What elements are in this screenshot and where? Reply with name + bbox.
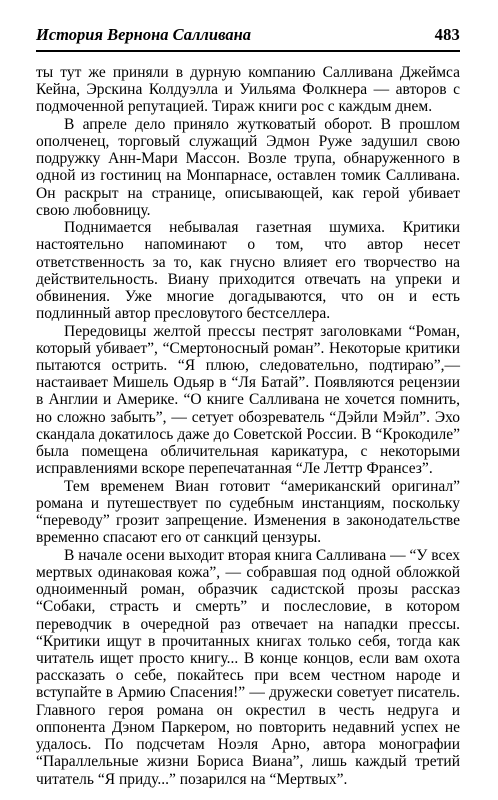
paragraph: Поднимается небывалая газетная шумиха. Критики настоятельно напоминают о том, что автор несет ответственность за то, как гнусно влияет его творчество на действительность. Виану приходится отвечать на упреки и обвинения. Уже многие догадываются, что он и есть подлинный автор пресловутого бестселлера. — [36, 219, 460, 323]
body-text — [36, 64, 460, 788]
paragraph: В апреле дело приняло жутковатый оборот. В прошлом ополченец, торговый служащий Эдмон Руже задушил свою подружку Анн-Мари Массон. Возле трупа, обнаруженного в одной из гостиниц на Монпарнасе, оставлен томик Салливана. Он раскрыт на странице, описывающей, как герой убивает свою любовницу. — [36, 115, 460, 219]
page-number: 483 — [434, 25, 460, 44]
paragraph: Тем временем Виан готовит “американский оригинал” романа и путешествует по судебным инстанциям, поскольку “переводу” грозит запрещение. Изменения в законодательстве временно спасают его от санкций цензуры. — [36, 477, 460, 547]
paragraph: Передовицы желтой прессы пестрят заголовками “Роман, который убивает”, “Смертоносный роман”. Некоторые критики пытаются острить. “Я плюю, следовательно, подтираю”,— настаивает Мишель Одьяр в “Ля Батай”. Появляются рецензии в Англии и Америке. “О книге Салливана не хочется помнить, но сложно забыть”, — сетует обозреватель “Дэйли Мэйл”. Эхо скандала докатилось даже до Советской России. В “Крокодиле” была помещена обличительная карикатура, с некоторыми исправлениями вскоре перепечатанная “Ле Леттр Франсез”. — [36, 322, 460, 478]
header-rule — [36, 50, 460, 52]
paragraph: В начале осени выходит вторая книга Салливана — “У всех мертвых одинаковая кожа”, — собравшая под одной обложкой одноименный роман, образчик садистской прозы рассказ “Собаки, страсть и смерть” и послесловие, в котором переводчик в очередной раз отвечает на нападки прессы. “Критики ищут в прочитанных книгах только себя, тогда как читатель ищет просто книгу... В конце концов, если вам охота рассказать о себе, покайтесь при всем честном народе и вступайте в Армию Спасения!” — дружески советует писатель. Главного героя романа он окрестил в честь недруга и оппонента Дэном Паркером, но повторить недавний успех не удалось. По подсчетам Ноэля Арно, автора монографии “Параллельные жизни Бориса Виана”, лишь каждый третий читатель “Я приду...” позарился на “Мертвых”. — [36, 546, 460, 788]
running-title: История Вернона Салливана — [36, 25, 251, 44]
paragraph-continuation: ты тут же приняли в дурную компанию Салливана Джеймса Кейна, Эрскина Колдуэлла и Уильяма Фолкнера — авторов с подмоченной репутацией. Тираж книги рос с каждым днем. — [36, 64, 460, 116]
running-head — [36, 26, 460, 58]
